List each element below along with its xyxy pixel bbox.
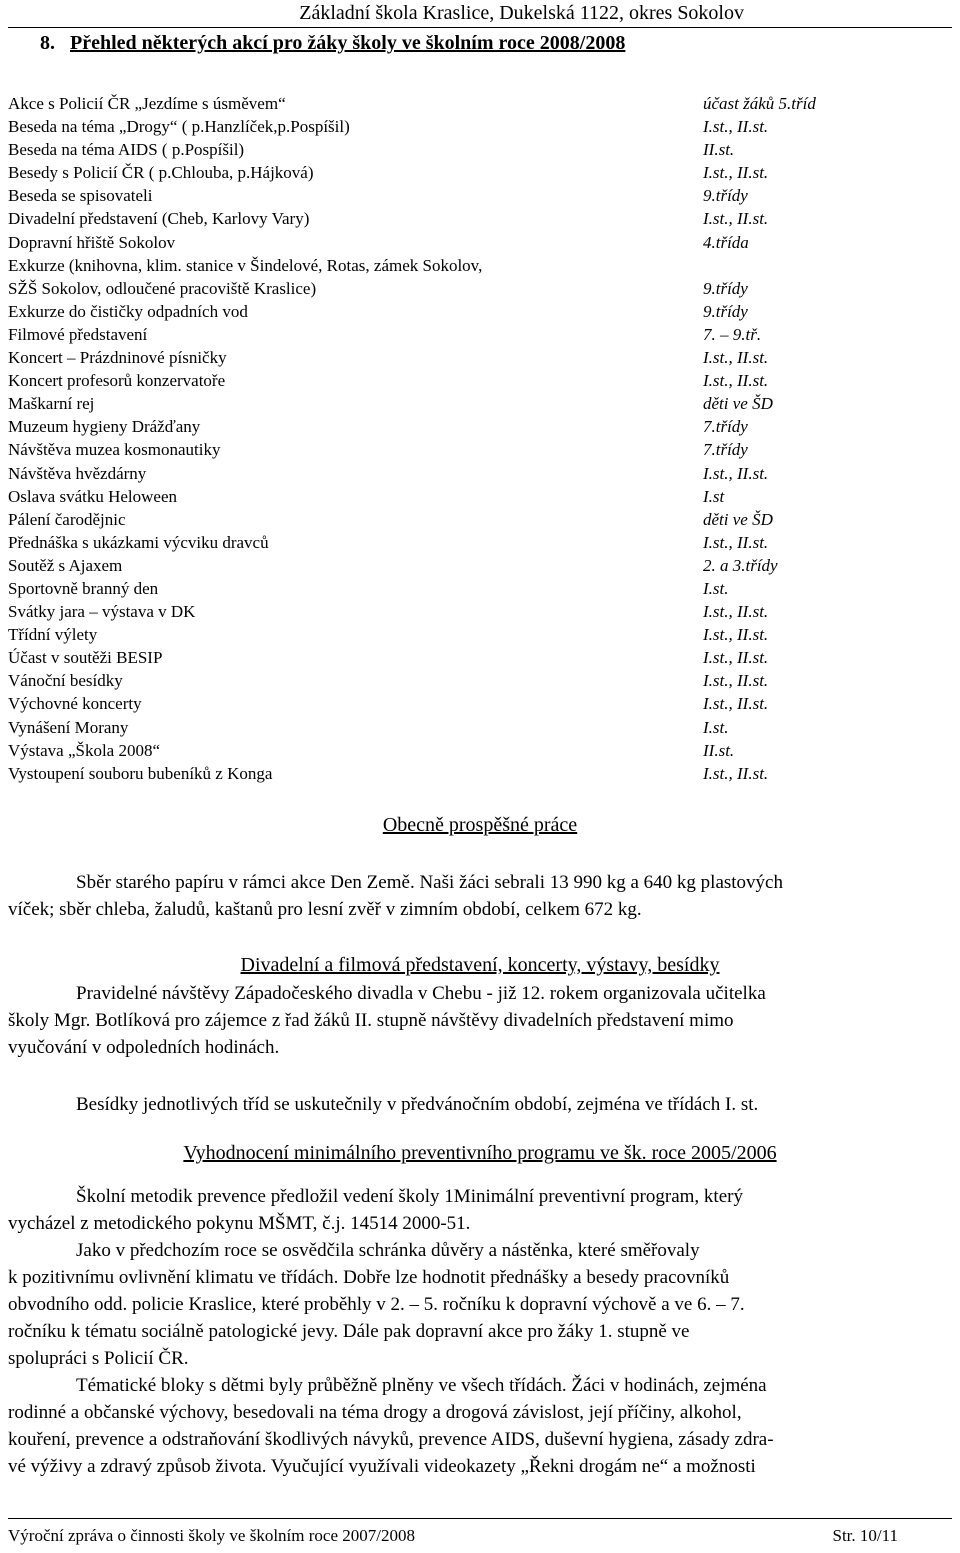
school-header: Základní škola Kraslice, Dukelská 1122, okres Sokolov	[299, 2, 744, 24]
activity-row	[8, 161, 952, 184]
activity-participants: I.st., II.st.	[703, 648, 769, 668]
activity-name: Pálení čarodějnic	[8, 509, 126, 529]
paragraph-line: Jako v předchozím roce se osvědčila schránka důvěry a nástěnka, které směřovaly	[76, 1240, 700, 1261]
paragraph-line: obvodního odd. policie Kraslice, které proběhly v 2. – 5. ročníku k dopravní výchově a ve 6. – 7.	[8, 1294, 745, 1315]
activity-row	[8, 554, 952, 577]
section-title-text: Přehled některých akcí pro žáky školy ve školním roce 2008/2008	[70, 32, 626, 54]
theatre-paragraph	[8, 980, 952, 1061]
activity-participants: 7. – 9.tř.	[703, 324, 762, 344]
activity-name: Besedy s Policií ČR ( p.Chlouba, p.Hájková)	[8, 163, 314, 183]
paragraph-line: Školní metodik prevence předložil vedení školy 1Minimální preventivní program, který	[76, 1186, 743, 1207]
besidky-paragraph	[8, 1091, 952, 1118]
section-title	[40, 31, 625, 55]
paragraph-line: Besídky jednotlivých tříd se uskutečnily v předvánočním období, zejména ve třídách I. st.	[76, 1094, 759, 1115]
paragraph-line: Pravidelné návštěvy Západočeského divadla v Chebu - již 12. rokem organizovala učitelka	[76, 983, 766, 1004]
activity-row	[8, 277, 952, 300]
activity-participants: I.st	[703, 486, 725, 506]
footer-divider	[8, 1518, 952, 1519]
activity-row	[8, 531, 952, 554]
activity-name: Maškarní rej	[8, 394, 95, 414]
activity-name: SŽŠ Sokolov, odloučené pracoviště Kraslice)	[8, 278, 317, 298]
activity-row	[8, 462, 952, 485]
activity-name: Muzeum hygieny Drážďany	[8, 417, 201, 437]
activity-name: Oslava svátku Heloween	[8, 486, 178, 506]
activity-name: Přednáška s ukázkami výcviku dravců	[8, 532, 269, 552]
activity-name: Vánoční besídky	[8, 671, 123, 691]
public-works-heading: Obecně prospěšné práce	[382, 814, 578, 836]
activity-row	[8, 231, 952, 254]
activity-name: Návštěva muzea kosmonautiky	[8, 440, 221, 460]
activity-name: Exkurze do čističky odpadních vod	[8, 301, 248, 321]
activity-row	[8, 115, 952, 138]
activity-participants: I.st.	[703, 717, 729, 737]
activity-name: Výchovné koncerty	[8, 694, 142, 714]
activity-participants: 9.třídy	[703, 186, 748, 206]
paragraph-line: vé výživy a zdravý způsob života. Vyučující využívali videokazety „Řekni drogám ne“ a možnosti	[8, 1456, 756, 1477]
prevention-heading: Vyhodnocení minimálního preventivního programu ve šk. roce 2005/2006	[183, 1142, 777, 1164]
activity-row	[8, 739, 952, 762]
activity-row	[8, 138, 952, 161]
activity-name: Vystoupení souboru bubeníků z Konga	[8, 763, 273, 783]
activity-row	[8, 323, 952, 346]
activity-row	[8, 577, 952, 600]
paragraph-line: spolupráci s Policií ČR.	[8, 1348, 189, 1369]
activity-participants: II.st.	[703, 740, 735, 760]
activity-row	[8, 600, 952, 623]
activity-row	[8, 669, 952, 692]
activity-row	[8, 508, 952, 531]
activity-participants: 7.třídy	[703, 440, 748, 460]
activity-name: Divadelní představení (Cheb, Karlovy Vary)	[8, 209, 310, 229]
theatre-heading: Divadelní a filmová představení, koncerty, výstavy, besídky	[240, 954, 720, 976]
paragraph-line: kouření, prevence a odstraňování škodlivých návyků, prevence AIDS, duševní hygiena, zásady zdra-	[8, 1429, 774, 1450]
public-works-paragraph	[8, 869, 952, 923]
paragraph-line: víček; sběr chleba, žaludů, kaštanů pro lesní zvěř v zimním období, celkem 672 kg.	[8, 899, 642, 920]
activity-row	[8, 369, 952, 392]
paragraph-line: vycházel z metodického pokynu MŠMT, č.j. 14514 2000-51.	[8, 1213, 471, 1234]
activity-participants: I.st., II.st.	[703, 348, 769, 368]
activity-participants: I.st., II.st.	[703, 763, 769, 783]
activity-participants: 7.třídy	[703, 417, 748, 437]
activity-participants: I.st., II.st.	[703, 671, 769, 691]
activity-name: Výstava „Škola 2008“	[8, 740, 161, 760]
activity-participants: I.st., II.st.	[703, 625, 769, 645]
activity-name: Koncert profesorů konzervatoře	[8, 371, 226, 391]
activity-name: Beseda na téma „Drogy“ ( p.Hanzlíček,p.Pospíšil)	[8, 117, 350, 137]
activity-participants: I.st., II.st.	[703, 602, 769, 622]
activity-name: Koncert – Prázdninové písničky	[8, 348, 227, 368]
activity-name: Sportovně branný den	[8, 578, 159, 598]
paragraph-line: školy Mgr. Botlíková pro zájemce z řad žáků II. stupně návštěvy divadelních představení mimo	[8, 1010, 734, 1031]
activity-participants: děti ve ŠD	[703, 394, 773, 414]
activity-participants: I.st., II.st.	[703, 163, 769, 183]
section-number: 8.	[40, 32, 55, 54]
paragraph-line: Sběr starého papíru v rámci akce Den Země. Naši žáci sebrali 13 990 kg a 640 kg plastových	[76, 872, 783, 893]
activity-participants: 9.třídy	[703, 278, 748, 298]
activity-name: Akce s Policií ČR „Jezdíme s úsměvem“	[8, 94, 286, 113]
activity-name: Soutěž s Ajaxem	[8, 555, 123, 575]
activity-participants: I.st., II.st.	[703, 209, 769, 229]
activity-row	[8, 346, 952, 369]
activity-name: Návštěva hvězdárny	[8, 463, 147, 483]
paragraph-line: Tématické bloky s dětmi byly průběžně plněny ve všech třídách. Žáci v hodinách, zejména	[76, 1375, 767, 1396]
activity-row	[8, 254, 952, 277]
activity-name: Vynášení Morany	[8, 717, 129, 737]
activity-name: Beseda se spisovateli	[8, 186, 153, 206]
activity-participants: I.st., II.st.	[703, 532, 769, 552]
paragraph-line: vyučování v odpoledních hodinách.	[8, 1037, 280, 1058]
prevention-paragraph	[8, 1183, 952, 1480]
activity-name: Exkurze (knihovna, klim. stanice v Šindelové, Rotas, zámek Sokolov,	[8, 255, 483, 275]
activity-row	[8, 207, 952, 230]
activity-participants: 2. a 3.třídy	[703, 555, 778, 575]
activity-row	[8, 300, 952, 323]
activity-row	[8, 692, 952, 715]
header-divider	[8, 27, 952, 28]
activity-name: Dopravní hřiště Sokolov	[8, 232, 176, 252]
footer-report-title: Výroční zpráva o činnosti školy ve školním roce 2007/2008	[8, 1526, 415, 1545]
activity-row	[8, 92, 952, 115]
activity-participants: I.st., II.st.	[703, 117, 769, 137]
activity-participants: děti ve ŠD	[703, 509, 773, 529]
paragraph-line: k pozitivnímu ovlivnění klimatu ve třídách. Dobře lze hodnotit přednášky a besedy pracovníků	[8, 1267, 730, 1288]
activity-participants: I.st., II.st.	[703, 463, 769, 483]
paragraph-line: rodinné a občanské výchovy, besedovali na téma drogy a drogová závislost, její příčiny, alkohol,	[8, 1402, 742, 1423]
activity-row	[8, 438, 952, 461]
page-number: Str. 10/11	[832, 1526, 898, 1545]
activity-row	[8, 415, 952, 438]
activity-row	[8, 716, 952, 739]
activity-name: Účast v soutěži BESIP	[8, 648, 163, 668]
activity-participants: I.st., II.st.	[703, 371, 769, 391]
activity-participants: II.st.	[703, 140, 735, 160]
activity-row	[8, 184, 952, 207]
paragraph-line: ročníku k tématu sociálně patologické jevy. Dále pak dopravní akce pro žáky 1. stupně ve	[8, 1321, 690, 1342]
activity-name: Beseda na téma AIDS ( p.Pospíšil)	[8, 140, 245, 160]
activity-name: Třídní výlety	[8, 625, 98, 645]
activity-participants: 4.třída	[703, 232, 749, 252]
activity-row	[8, 485, 952, 508]
activity-participants: I.st.	[703, 578, 729, 598]
activity-list	[8, 92, 952, 785]
activity-row	[8, 623, 952, 646]
activity-participants: I.st., II.st.	[703, 694, 769, 714]
activity-row	[8, 392, 952, 415]
activity-row	[8, 646, 952, 669]
activity-name: Filmové představení	[8, 324, 148, 344]
activity-name: Svátky jara – výstava v DK	[8, 602, 196, 622]
activity-participants: účast žáků 5.tříd	[703, 94, 816, 113]
activity-row	[8, 762, 952, 785]
activity-participants: 9.třídy	[703, 301, 748, 321]
